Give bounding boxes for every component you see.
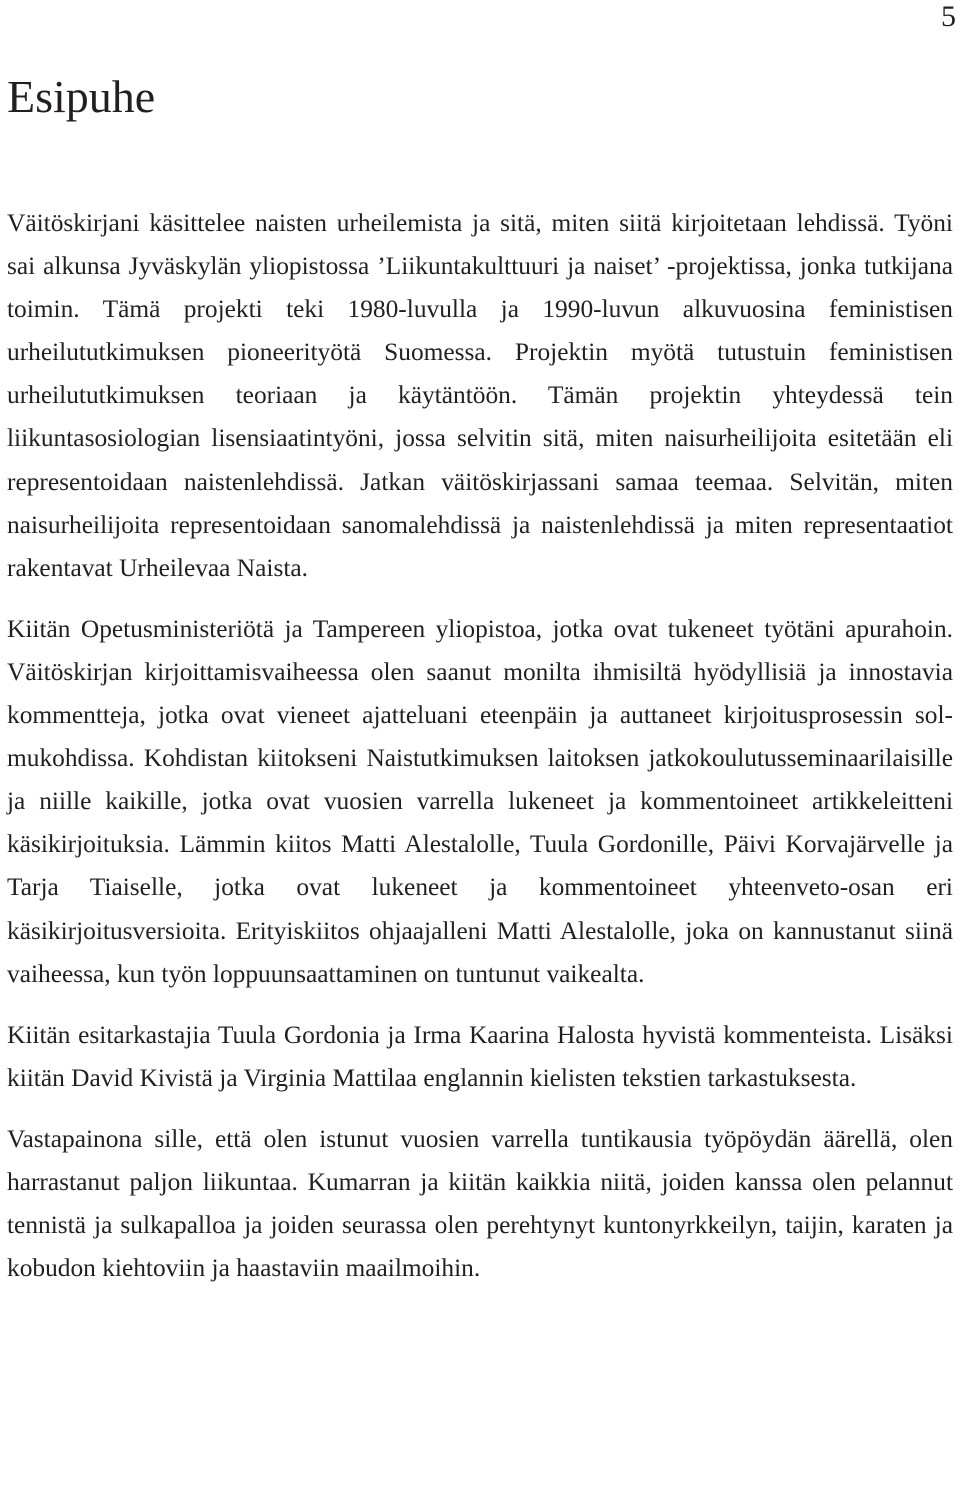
paragraph: Väitöskirjani käsittelee naisten urheilemista ja sitä, miten siitä kirjoitetaan lehdissä. Työni sai alkunsa Jyväskylän yliopistossa ’Liikuntakulttuuri ja naiset’ -projektissa, jonka tutkijana toimin. Tämä projekti teki 1980-luvulla ja 1990-luvun alkuvuosina feministisen urheilututkimuksen pioneerityötä Suomessa. Projektin myötä tutustuin feministisen urheilututkimuksen teoriaan ja käytäntöön. Tämän projektin yhteydessä tein liikuntasosiologian lisensiaatintyöni, jossa selvitin sitä, miten naisurheilijoita esitetään eli representoidaan naistenlehdissä. Jatkan väitöskirjassani samaa teemaa. Selvitän, miten naisurheilijoita representoidaan sanomalehdissä ja naistenlehdissä ja miten representaatiot rakentavat Urheilevaa Naista. [7,209,953,582]
paragraph: Vastapainona sille, että olen istunut vuosien varrella tuntikausia työpöydän äärellä, olen harrastanut paljon liikuntaa. Kumarran ja kiitän kaikkia niitä, joiden kanssa olen pelannut tennistä ja sulkapalloa ja joiden seurassa olen perehtynyt kuntonyrkkeilyn, taijin, karaten ja kobudon kiehtoviin ja haastaviin maailmoihin. [7,1124,953,1283]
paragraph: Kiitän esitarkastajia Tuula Gordonia ja Irma Kaarina Halosta hyvistä kommenteista. Lisäksi kiitän David Kivistä ja Virginia Mattilaa englannin kielisten tekstien tarkastuksesta. [7,1020,953,1092]
page-title: Esipuhe [7,71,156,122]
body-text [7,202,953,1308]
paragraph: Kiitän Opetusministeriötä ja Tampereen yliopistoa, jotka ovat tukeneet työtäni apurahoin. Väitöskirjan kirjoittamisvaiheessa olen saanut monilta ihmisiltä hyödyllisiä ja innostavia kommentteja, jotka ovat vieneet ajatteluani eteenpäin ja auttaneet kirjoitusprosessin solmukohdissa. Kohdistan kiitokseni Naistutkimuksen laitoksen jatkokoulutusseminaarilaisille ja niille kaikille, jotka ovat vuosien varrella lukeneet ja kommentoineet artikkeleitteni käsikirjoituksia. Lämmin kiitos Matti Alestalolle, Tuula Gordonille, Päivi Korvajärvelle ja Tarja Tiaiselle, jotka ovat lukeneet ja kommentoineet yhteenveto-osan eri käsikirjoitusversioita. Erityiskiitos ohjaajalleni Matti Alestalolle, joka on kannustanut siinä vaiheessa, kun työn loppuunsaattaminen on tuntunut vaikealta. [7,614,953,988]
page-number: 5 [941,0,956,33]
